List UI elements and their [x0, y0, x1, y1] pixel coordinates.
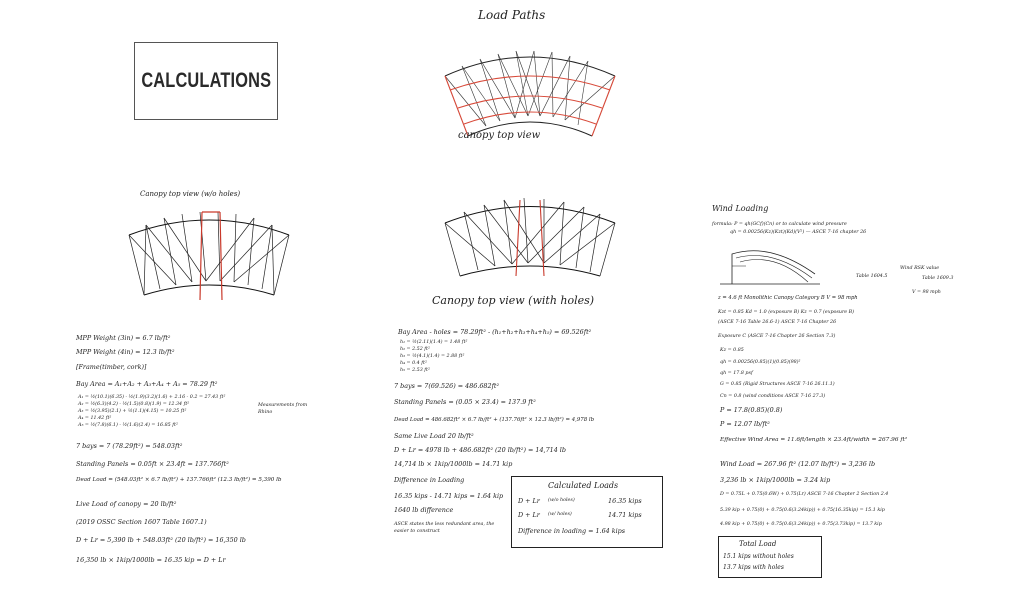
- wind-title: Wind Loading: [712, 204, 769, 213]
- mid-line-7: Difference in Loading: [394, 476, 465, 484]
- left-line-4: 7 bays = 7 (78.29ft²) = 548.03ft²: [76, 442, 183, 450]
- left-small-4: A₅ = ½(7.8)(6.1) - ½(1.6)(2.4) = 16.85 ft²: [78, 423, 178, 428]
- total-row-1: 13.7 kips with holes: [723, 564, 784, 571]
- left-line-9: D + Lr = 5,390 lb + 548.03ft² (20 lb/ft²) = 16,350 lb: [76, 536, 246, 544]
- left-small-2: A₃ = ½(3.95)(2.1) + ½(1.1)(4.15) = 10.25 ft²: [78, 409, 187, 414]
- left-rhino-note: Measurements from Rhino: [258, 403, 308, 415]
- left-line-7: Live Load of canopy = 20 lb/ft²: [76, 500, 177, 508]
- page-title: CALCULATIONS: [141, 69, 271, 92]
- wind-line-2: (ASCE 7-16 Table 26.6-1) ASCE 7-16 Chapter 26: [718, 320, 837, 325]
- loads-row-1-value: 14.71 kips: [608, 511, 642, 519]
- mid-small-2: h₃ = ½(4.1)(1.4) = 2.88 ft²: [400, 354, 465, 359]
- load-paths-sketch: [440, 28, 620, 128]
- wind-line-16: 4.98 kip + 0.75(0) + 0.75(0.6(3.24kip)) + 0.75(3.73kip) = 13.7 kip: [720, 522, 882, 527]
- wind-label-1: Table 1609.3: [922, 276, 954, 281]
- mid-small-0: h₁ = ½(2.11)(1.4) = 1.48 ft²: [400, 340, 468, 345]
- total-load-title: Total Load: [739, 540, 777, 548]
- left-line-3: Bay Area = A₁+A₂ + A₃+A₄ + A₅ = 78.29 ft²: [76, 380, 218, 388]
- left-line-6: Dead Load = (548.03ft² × 6.7 lb/ft²) + 137.766ft² (12.3 lb/ft²) = 5,390 lb: [76, 477, 282, 483]
- wind-formula-2: qh = 0.00256(Kz)(Kzt)(Kd)(V²) — ASCE 7-16 chapter 26: [730, 230, 867, 235]
- mid-sketch-caption: Canopy top view (with holes): [432, 294, 595, 307]
- loads-row-0-label: D + Lr: [518, 497, 540, 505]
- wind-label-3: V = 98 mph: [912, 290, 941, 295]
- canopy-top-view-caption: canopy top view: [458, 130, 541, 141]
- left-small-0: A₁ = ½(10.1)(6.35) - ½(1.9)(3.2)(1.6) + 2.16 - 0.2 = 27.43 ft²: [78, 395, 226, 400]
- wind-line-6: qh = 17.8 psf: [720, 371, 753, 376]
- mid-line-1: 7 bays = 7(69.526) = 486.682ft²: [394, 382, 500, 390]
- mid-line-3: Dead Load = 486.682ft² × 6.7 lb/ft² + (137.76ft² × 12.3 lb/ft²) = 4,978 lb: [394, 417, 595, 423]
- mid-line-4: Same Live Load 20 lb/ft²: [394, 432, 474, 440]
- left-line-5: Standing Panels = 0.05ft × 23.4ft = 137.766ft²: [76, 460, 229, 468]
- left-line-2: [Frame(timber, cork)]: [76, 363, 147, 371]
- left-small-1: A₂ = ½(6.3)(4.2) - ½(1.5)(0.8)(1.9) = 12.34 ft²: [78, 402, 190, 407]
- left-line-8: (2019 OSSC Section 1607 Table 1607.1): [76, 518, 207, 526]
- loads-row-0-cond: (w/o holes): [548, 498, 575, 503]
- loads-difference: Difference in loading = 1.64 kips: [518, 527, 626, 535]
- loads-row-1-label: D + Lr: [518, 511, 540, 519]
- left-sketch-caption: Canopy top view (w/o holes): [140, 190, 241, 198]
- wind-formula: formula: P = qh(GCf)(Cn) or to calculate wind pressure: [712, 222, 847, 227]
- loads-box-title: Calculated Loads: [548, 481, 619, 490]
- wind-line-1: Kzt = 0.85 Kd = 1.0 (exposure B) Kz = 0.7 (exposure B): [718, 310, 855, 315]
- mid-small-3: h₄ = 0.4 ft²: [400, 361, 427, 366]
- calculations-title-box: [134, 42, 278, 120]
- left-line-1: MPP Weight (4in) = 12.3 lb/ft²: [76, 348, 175, 356]
- wind-line-14: D = 0.75L + 0.75(0.6W) + 0.75(Lr) ASCE 7-16 Chapter 2 Section 2.4: [720, 492, 889, 497]
- mid-small-1: h₂ = 2.52 ft²: [400, 347, 430, 352]
- mid-line-5: D + Lr = 4978 lb + 486.682ft² (20 lb/ft²) = 14,714 lb: [394, 446, 566, 454]
- left-line-0: MPP Weight (3in) = 6.7 lb/ft²: [76, 334, 171, 342]
- canopy-with-holes-sketch: [440, 188, 620, 283]
- mid-small-4: h₅ = 2.53 ft²: [400, 368, 430, 373]
- total-load-box: [718, 536, 822, 578]
- mid-line-10: ASCE states the less redundant area, the easier to construct: [394, 522, 495, 534]
- left-small-3: A₄ = 11.42 ft²: [78, 416, 112, 421]
- wind-line-9: P = 17.8(0.85)(0.8): [720, 406, 783, 414]
- calculated-loads-box: [511, 476, 663, 548]
- wind-label-2: Wind RSK value: [900, 266, 940, 271]
- wind-line-7: G = 0.85 (Rigid Structures ASCE 7-16 26.11.1): [720, 382, 835, 387]
- wind-line-4: Kz = 0.85: [720, 348, 744, 353]
- wind-line-12: Wind Load = 267.96 ft² (12.07 lb/ft²) = 3,236 lb: [720, 460, 876, 468]
- wind-line-15: 5.39 kip + 0.75(0) + 0.75(0.6(3.24kip)) + 0.75(16.35kip) = 15.1 kip: [720, 508, 885, 513]
- mid-line-6: 14,714 lb × 1kip/1000lb = 14.71 kip: [394, 460, 513, 468]
- wind-line-13: 3,236 lb × 1kip/1000lb = 3.24 kip: [720, 476, 831, 484]
- canopy-without-holes-sketch: [124, 200, 294, 310]
- loads-row-1-cond: (w/ holes): [548, 512, 572, 517]
- left-line-10: 16,350 lb × 1kip/1000lb = 16.35 kip = D + Lr: [76, 556, 226, 564]
- loads-row-0-value: 16.35 kips: [608, 497, 642, 505]
- total-row-0: 15.1 kips without holes: [723, 553, 794, 560]
- wind-label-0: Table 1604.5: [856, 274, 888, 279]
- load-paths-caption: Load Paths: [478, 8, 546, 22]
- wind-line-10: P = 12.07 lb/ft²: [720, 420, 770, 428]
- mid-line-0: Bay Area - holes = 78.29ft² - (h₁+h₂+h₃+h₄+h₅) = 69.526ft²: [398, 328, 592, 336]
- mid-line-9: 1640 lb difference: [394, 506, 454, 514]
- wind-line-0: z = 4.6 ft Monolithic Canopy Category B V = 98 mph: [718, 295, 858, 301]
- mid-line-8: 16.35 kips - 14.71 kips = 1.64 kip: [394, 492, 504, 500]
- wind-line-3: Exposure C (ASCE 7-16 Chapter 26 Section 7.3): [718, 334, 836, 339]
- canopy-elevation-sketch: [720, 244, 830, 292]
- wind-line-5: qh = 0.00256(0.85)(1)(0.85)(98)²: [720, 360, 801, 365]
- wind-line-11: Effective Wind Area = 11.6ft/length × 23.4ft/width = 267.96 ft²: [720, 437, 908, 443]
- wind-line-8: Cn = 0.8 (wind conditions ASCE 7-16 27.3): [720, 394, 826, 399]
- mid-line-2: Standing Panels = (0.05 × 23.4) = 137.9 ft²: [394, 398, 536, 406]
